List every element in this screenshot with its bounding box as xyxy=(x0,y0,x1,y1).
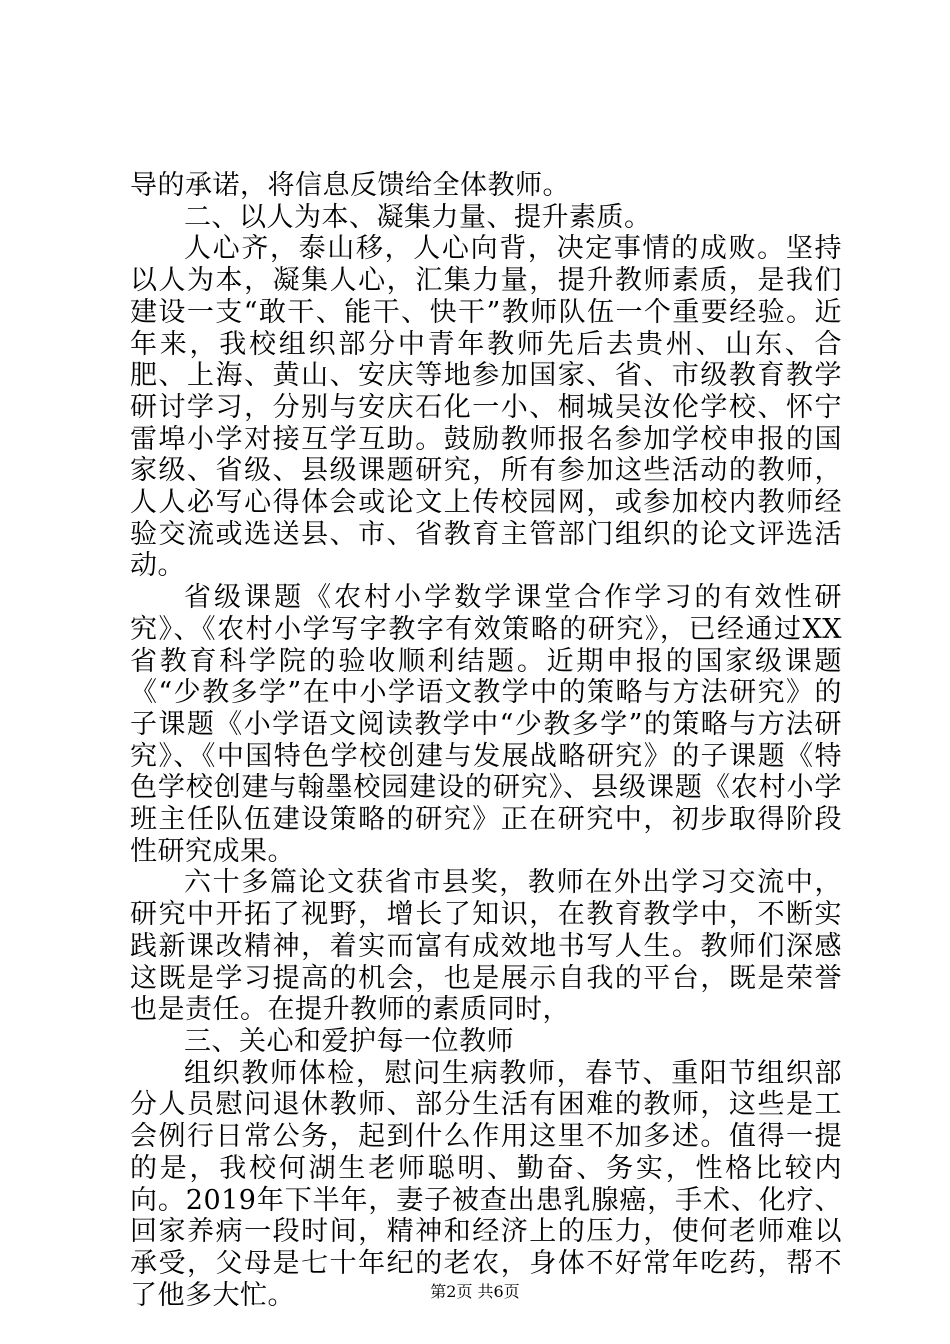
section-heading-2: 二、以人为本、凝集力量、提升素质。 xyxy=(184,201,652,233)
paragraph-unity: 人心齐，泰山移，人心向背，决定事情的成败。坚持以人为本，凝集人心，汇集力量，提升教师素质，是我们建设一支“敢干、能干、快干”教师队伍一个重要经验。近年来，我校组织部分中青年教师先后去贵州、山东、合肥、上海、黄山、安庆等地参加国家、省、市级教育教学研讨学习，分别与安庆石化一小、桐城吴汝伦学校、怀宁雷埠小学对接互学互助。鼓励教师报名参加学校申报的国家级、省级、县级课题研究，所有参加这些活动的教师，人人必写心得体会或论文上传校园网，或参加校内教师经验交流或选送县、市、省教育主管部门组织的论文评选活动。 xyxy=(130,233,842,582)
section-heading-3: 三、关心和爱护每一位教师 xyxy=(184,1025,514,1057)
document-body xyxy=(130,170,842,1311)
paragraph-awards: 六十多篇论文获省市县奖，教师在外出学习交流中，研究中开拓了视野，增长了知识，在教育教学中，不断实践新课改精神，着实而富有成效地书写人生。教师们深感这既是学习提高的机会，也是展示自我的平台，既是荣誉也是责任。在提升教师的素质同时， xyxy=(130,867,842,1026)
paragraph-research-projects: 省级课题《农村小学数学课堂合作学习的有效性研究》、《农村小学写字教字有效策略的研究》，已经通过XX省教育科学院的验收顺利结题。近期申报的国家级课题《“少教多学”在中小学语文教学中的策略与方法研究》的子课题《小学语文阅读教学中“少教多学”的策略与方法研究》、《中国特色学校创建与发展战略研究》的子课题《特色学校创建与翰墨校园建设的研究》、县级课题《农村小学班主任队伍建设策略的研究》正在研究中，初步取得阶段性研究成果。 xyxy=(130,582,842,867)
paragraph-continuation: 导的承诺，将信息反馈给全体教师。 xyxy=(130,170,570,201)
page-number-footer: 第2页 共6页 xyxy=(430,1282,520,1301)
paragraph-care: 组织教师体检，慰问生病教师，春节、重阳节组织部分人员慰问退休教师、部分生活有困难的教师，这些是工会例行日常公务，起到什么作用这里不加多述。值得一提的是，我校何湖生老师聪明、勤奋、务实，性格比较内向。2019年下半年，妻子被查出患乳腺癌，手术、化疗、回家养病一段时间，精神和经济上的压力，使何老师难以承受，父母是七十年纪的老农，身体不好常年吃药，帮不了他多大忙。 xyxy=(130,1057,842,1311)
